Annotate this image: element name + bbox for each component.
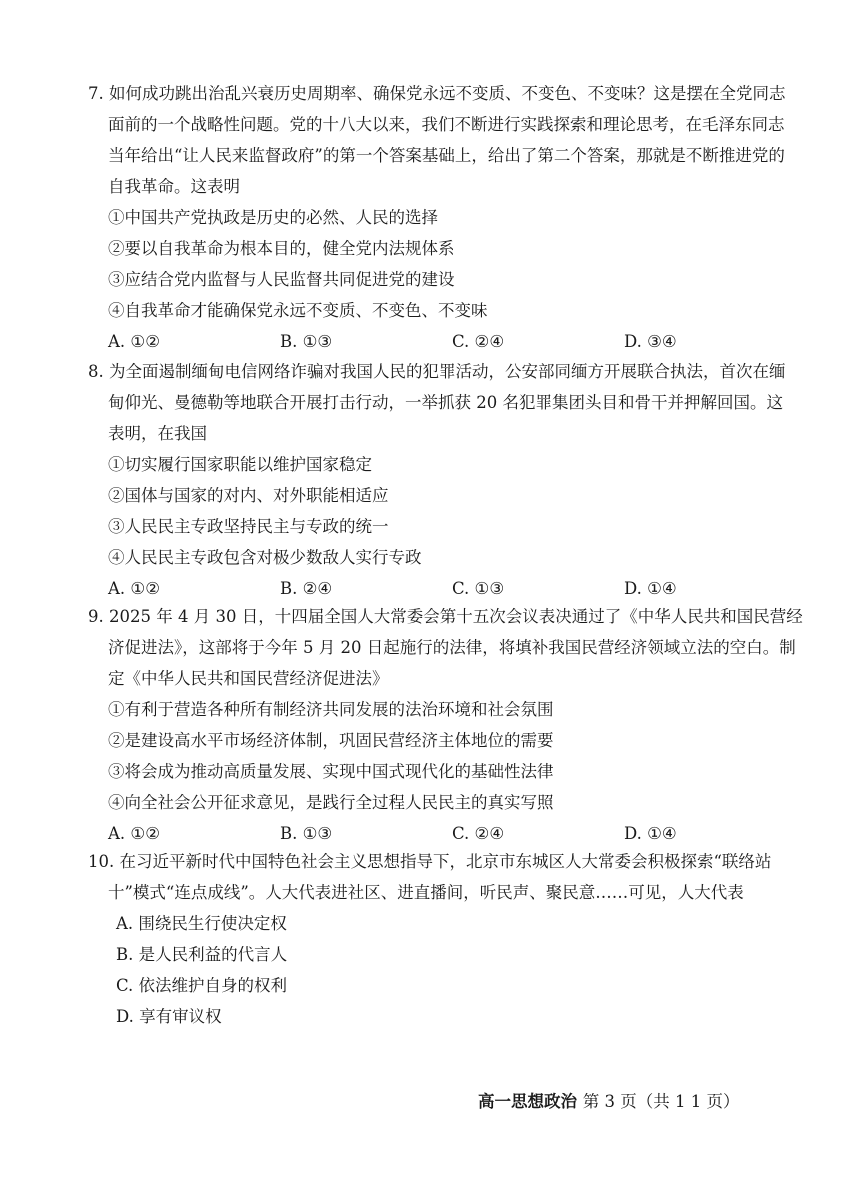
- question-7-choices: [88, 326, 788, 357]
- question-9-choices: [88, 818, 788, 849]
- question-9-statement-2: ②是建设高水平市场经济体制，巩固民营经济主体地位的需要: [108, 731, 554, 750]
- question-10-stem: [88, 846, 788, 908]
- question-10-line-2: 十”模式“连点成线”。人大代表进社区、进直播间，听民声、聚民意……可见，人大代表: [108, 883, 744, 902]
- question-9-statement-1: ①有利于营造各种所有制经济共同发展的法治环境和社会氛围: [108, 700, 554, 719]
- question-8-line-1: 8. 为全面遏制缅甸电信网络诈骗对我国人民的犯罪活动，公安部同缅方开展联合执法，首次在缅: [88, 362, 786, 381]
- footer-subject: 高一思想政治: [478, 1092, 577, 1111]
- question-7-choice-c[interactable]: C. ②④: [452, 332, 505, 351]
- question-7-stem: [88, 78, 788, 202]
- question-8-choices: [88, 573, 788, 604]
- question-10-line-1: 10. 在习近平新时代中国特色社会主义思想指导下，北京市东城区人大常委会积极探索“联络站: [88, 852, 772, 871]
- question-9-choice-d[interactable]: D. ①④: [624, 824, 677, 843]
- question-9-line-1: 9. 2025 年 4 月 30 日，十四届全国人大常委会第十五次会议表决通过了《中华人民共和国民营经: [88, 607, 803, 626]
- question-7-statement-4: ④自我革命才能确保党永远不变质、不变色、不变味: [108, 301, 488, 320]
- question-10-option-c[interactable]: C. 依法维护自身的权利: [116, 976, 288, 995]
- footer-page-number: 第 3 页（共 1 1 页）: [582, 1092, 740, 1111]
- question-8-line-2: 甸仰光、曼德勒等地联合开展打击行动，一举抓获 20 名犯罪集团头目和骨干并押解回国。这: [108, 393, 783, 412]
- question-9-stem: [88, 601, 803, 694]
- question-7-statement-3: ③应结合党内监督与人民监督共同促进党的建设: [108, 270, 455, 289]
- page-footer: [478, 1088, 739, 1112]
- question-10-option-d[interactable]: D. 享有审议权: [116, 1007, 222, 1026]
- question-8-statement-2: ②国体与国家的对内、对外职能相适应: [108, 486, 389, 505]
- question-7-line-1: 7. 如何成功跳出治乱兴衰历史周期率、确保党永远不变质、不变色、不变味？这是摆在全党同志: [88, 84, 786, 103]
- question-8-choice-b[interactable]: B. ②④: [280, 579, 333, 598]
- question-9-choice-a[interactable]: A. ①②: [108, 824, 160, 843]
- question-9-choice-b[interactable]: B. ①③: [280, 824, 333, 843]
- question-7-statement-1: ①中国共产党执政是历史的必然、人民的选择: [108, 208, 438, 227]
- question-8-choice-d[interactable]: D. ①④: [624, 579, 677, 598]
- question-7-choice-a[interactable]: A. ①②: [108, 332, 160, 351]
- question-10-option-a[interactable]: A. 围绕民生行使决定权: [116, 914, 287, 933]
- question-8-choice-a[interactable]: A. ①②: [108, 579, 160, 598]
- question-7-line-3: 当年给出“让人民来监督政府”的第一个答案基础上，给出了第二个答案，那就是不断推进党的: [108, 146, 785, 165]
- question-8-choice-c[interactable]: C. ①③: [452, 579, 505, 598]
- question-9-statement-3: ③将会成为推动高质量发展、实现中国式现代化的基础性法律: [108, 762, 554, 781]
- question-8: [88, 356, 788, 604]
- question-9-line-3: 定《中华人民共和国民营经济促进法》: [108, 669, 389, 688]
- question-8-statement-1: ①切实履行国家职能以维护国家稳定: [108, 455, 372, 474]
- question-9-statement-4: ④向全社会公开征求意见，是践行全过程人民民主的真实写照: [108, 793, 554, 812]
- question-9: [88, 601, 803, 849]
- question-10-option-b[interactable]: B. 是人民利益的代言人: [116, 945, 288, 964]
- question-8-statement-4: ④人民民主专政包含对极少数敌人实行专政: [108, 548, 422, 567]
- question-7-line-4: 自我革命。这表明: [108, 177, 240, 196]
- question-8-stem: [88, 356, 788, 449]
- question-7-statement-2: ②要以自我革命为根本目的，健全党内法规体系: [108, 239, 455, 258]
- question-7: [88, 78, 788, 357]
- question-8-statement-3: ③人民民主专政坚持民主与专政的统一: [108, 517, 389, 536]
- question-9-choice-c[interactable]: C. ②④: [452, 824, 505, 843]
- question-8-line-3: 表明，在我国: [108, 424, 207, 443]
- question-7-line-2: 面前的一个战略性问题。党的十八大以来，我们不断进行实践探索和理论思考，在毛泽东同志: [108, 115, 785, 134]
- question-7-choice-d[interactable]: D. ③④: [624, 332, 677, 351]
- question-7-choice-b[interactable]: B. ①③: [280, 332, 333, 351]
- question-10: [88, 846, 788, 1032]
- question-9-line-2: 济促进法》，这部将于今年 5 月 20 日起施行的法律，将填补我国民营经济领域立法的空白。制: [108, 638, 796, 657]
